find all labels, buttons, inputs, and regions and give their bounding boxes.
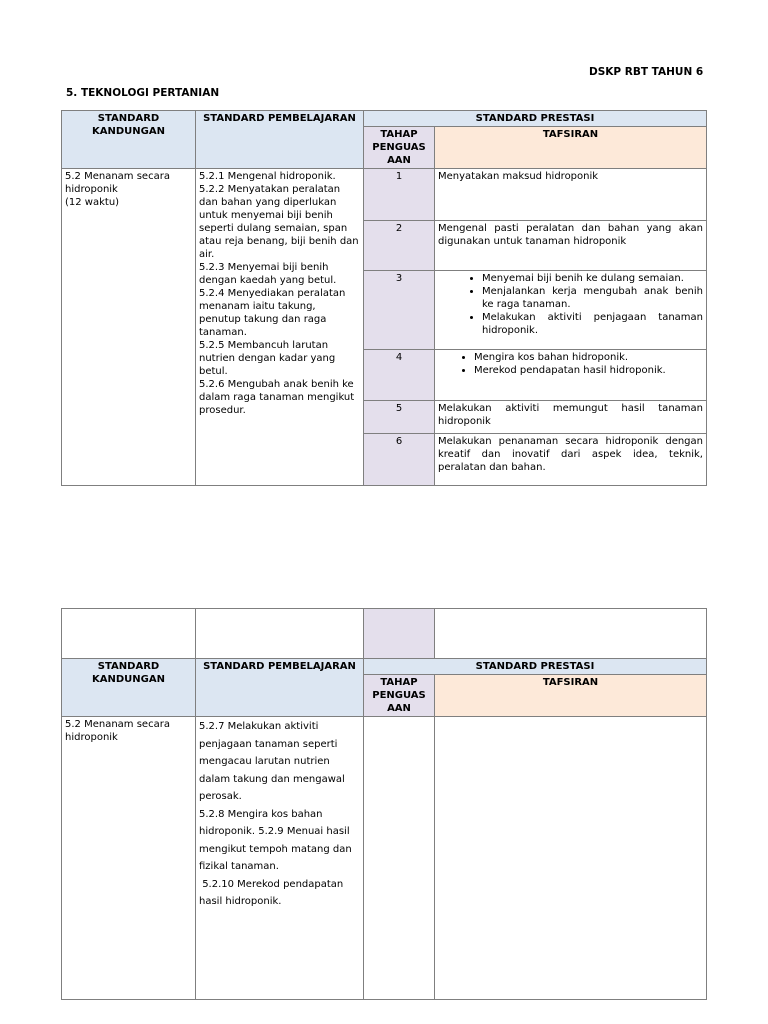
list-item: • Melakukan aktiviti penjagaan tanaman hidroponik.	[482, 311, 703, 337]
cell-standard-kandungan	[62, 169, 196, 486]
learning-standard-item: 5.2.6 Mengubah anak benih ke dalam raga tanaman mengikut prosedur.	[199, 379, 355, 416]
header-tahap-penguasaan: TAHAP PENGUAS AAN	[364, 127, 435, 169]
empty-cell	[435, 609, 707, 659]
section-title: 5. TEKNOLOGI PERTANIAN	[66, 87, 220, 99]
cell-standard-pembelajaran	[196, 169, 364, 486]
cell-standard-pembelajaran	[196, 717, 364, 1000]
level-number: 6	[364, 434, 435, 486]
kandungan-line: (12 waktu)	[65, 197, 120, 208]
list-item: • Merekod pendapatan hasil hidroponik.	[474, 364, 703, 377]
learning-standard-item: 5.2.5 Membancuh larutan nutrien dengan kadar yang betul.	[199, 340, 336, 377]
learning-standard-item: 5.2.2 Menyatakan peralatan dan bahan yang diperlukan untuk menyemai biji benih seperti dulang semaian, span atau reja benang, biji benih dan air.	[199, 184, 359, 260]
level-description: Mengenal pasti peralatan dan bahan yang akan digunakan untuk tanaman hidroponik	[435, 221, 707, 271]
learning-standard-item: 5.2.4 Menyediakan peralatan menanam iaitu takung, penutup takung dan raga tanaman.	[199, 288, 346, 338]
level-number: 1	[364, 169, 435, 221]
header-standard-kandungan: STANDARD KANDUNGAN	[62, 659, 196, 717]
learning-standard-item: 5.2.1 Mengenal hidroponik.	[199, 171, 336, 182]
level-number: 4	[364, 350, 435, 401]
level-description	[435, 271, 707, 350]
level-bullet-list	[438, 272, 703, 337]
empty-cell	[196, 609, 364, 659]
header-tahap-penguasaan: TAHAP PENGUAS AAN	[364, 675, 435, 717]
level-bullet-list	[438, 351, 703, 377]
standards-table-2	[61, 608, 707, 1000]
empty-cell	[435, 717, 707, 1000]
level-description: Menyatakan maksud hidroponik	[435, 169, 707, 221]
header-tafsiran: TAFSIRAN	[435, 127, 707, 169]
header-tafsiran: TAFSIRAN	[435, 675, 707, 717]
learning-standard-item: 5.2.8 Mengira kos bahan hidroponik. 5.2.9 Menuai hasil mengikut tempoh matang dan fizikal tanaman.	[199, 808, 352, 872]
level-number: 2	[364, 221, 435, 271]
learning-standard-item: 5.2.3 Menyemai biji benih dengan kaedah yang betul.	[199, 262, 337, 286]
list-item: • Menjalankan kerja mengubah anak benih ke raga tanaman.	[482, 285, 703, 311]
header-standard-prestasi: STANDARD PRESTASI	[364, 659, 707, 675]
header-standard-pembelajaran: STANDARD PEMBELAJARAN	[196, 659, 364, 717]
kandungan-line: 5.2 Menanam secara hidroponik	[65, 171, 170, 195]
cell-standard-kandungan: 5.2 Menanam secara hidroponik	[62, 717, 196, 1000]
list-item: • Menyemai biji benih ke dulang semaian.	[482, 272, 703, 285]
empty-cell	[62, 609, 196, 659]
header-standard-prestasi: STANDARD PRESTASI	[364, 111, 707, 127]
document-code: DSKP RBT TAHUN 6	[589, 66, 704, 78]
level-description	[435, 350, 707, 401]
empty-cell	[364, 609, 435, 659]
learning-standard-item: 5.2.10 Merekod pendapatan hasil hidroponik.	[199, 878, 347, 907]
level-description: Melakukan aktiviti memungut hasil tanaman hidroponik	[435, 401, 707, 434]
empty-cell	[364, 717, 435, 1000]
learning-standard-item: 5.2.7 Melakukan aktiviti penjagaan tanaman seperti mengacau larutan nutrien dalam takung dan mengawal perosak.	[199, 721, 345, 802]
level-number: 5	[364, 401, 435, 434]
standards-table-1	[61, 110, 707, 486]
list-item: • Mengira kos bahan hidroponik.	[474, 351, 703, 364]
level-description: Melakukan penanaman secara hidroponik dengan kreatif dan inovatif dari aspek idea, teknik, peralatan dan bahan.	[435, 434, 707, 486]
header-standard-kandungan: STANDARD KANDUNGAN	[62, 111, 196, 169]
level-number: 3	[364, 271, 435, 350]
header-standard-pembelajaran: STANDARD PEMBELAJARAN	[196, 111, 364, 169]
